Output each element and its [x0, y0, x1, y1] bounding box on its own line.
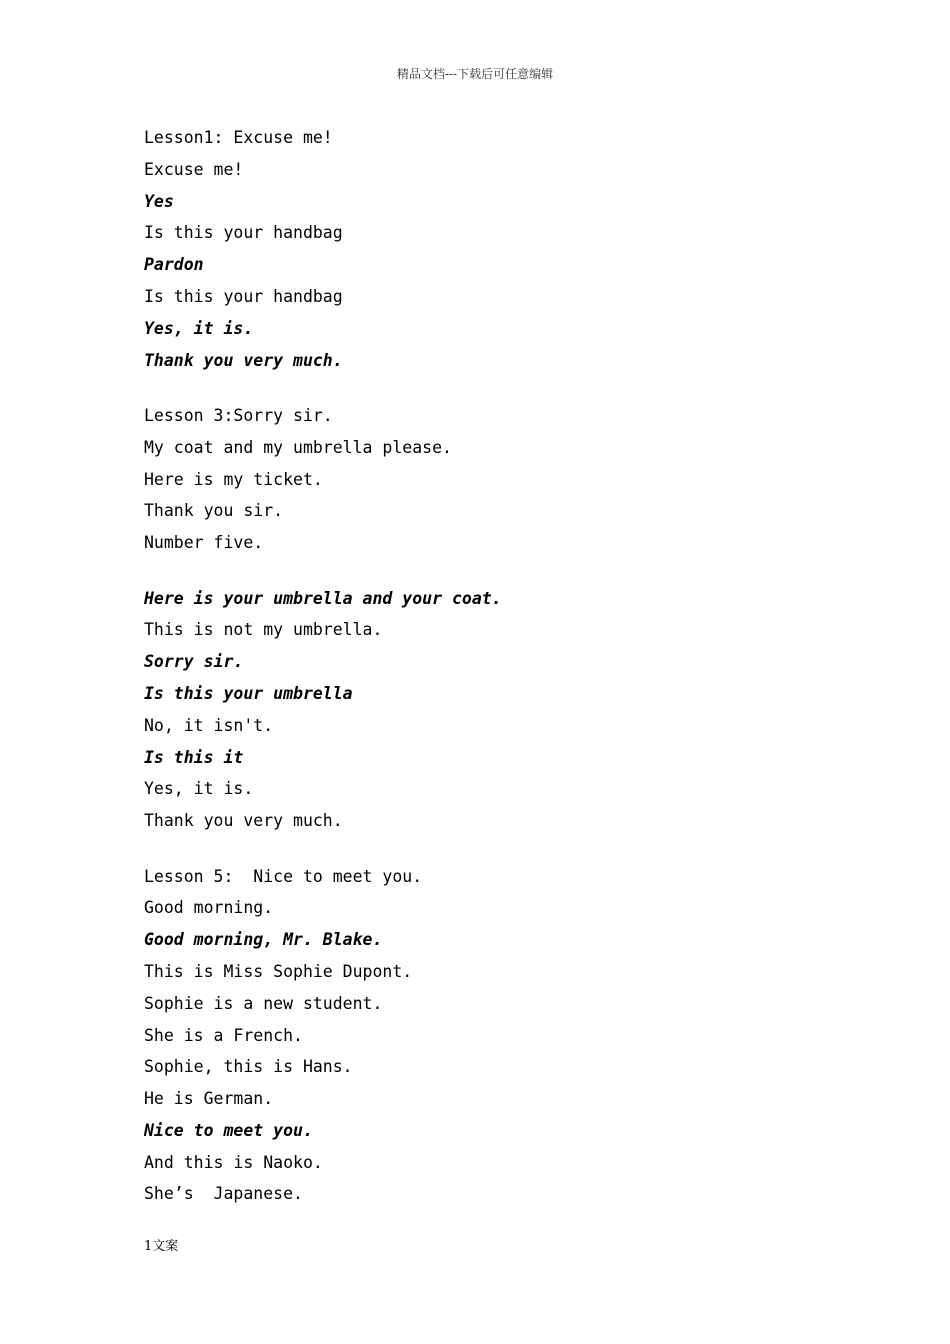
dialogue-line: Yes, it is.	[144, 779, 254, 799]
block-gap	[144, 376, 864, 400]
document-body	[144, 122, 864, 1210]
dialogue-line: Sophie is a new student.	[144, 993, 383, 1013]
dialogue-block	[144, 400, 864, 559]
dialogue-line: And this is Naoko.	[144, 1152, 323, 1172]
dialogue-line: Lesson1: Excuse me!	[144, 128, 333, 147]
block-gap	[144, 559, 864, 583]
dialogue-line: Yes, it is.	[144, 318, 254, 338]
dialogue-line: Excuse me!	[144, 159, 244, 179]
dialogue-line: Here is my ticket.	[144, 469, 323, 489]
dialogue-line: He is German.	[144, 1089, 274, 1109]
page-header: 精品文档---下载后可任意编辑	[396, 67, 554, 81]
dialogue-line: Yes	[144, 191, 174, 211]
dialogue-line: Thank you very much.	[144, 811, 343, 831]
dialogue-line: Lesson 3:Sorry sir.	[144, 405, 333, 425]
dialogue-line: Number five.	[144, 533, 264, 553]
dialogue-line: Here is your umbrella and your coat.	[144, 588, 502, 608]
dialogue-line: Good morning.	[144, 898, 274, 918]
dialogue-line: Is this it	[144, 747, 244, 767]
dialogue-line: This is not my umbrella.	[144, 620, 383, 640]
dialogue-line: Lesson 5: Nice to meet you.	[144, 866, 423, 886]
dialogue-line: Pardon	[144, 255, 204, 275]
page-footer: 1文案	[144, 1239, 179, 1254]
dialogue-line: Thank you sir.	[144, 501, 284, 521]
dialogue-line: Thank you very much.	[144, 350, 343, 370]
dialogue-block	[144, 583, 864, 837]
dialogue-line: She’s Japanese.	[144, 1184, 303, 1204]
dialogue-line: Nice to meet you.	[144, 1120, 313, 1140]
dialogue-line: Sorry sir.	[144, 652, 244, 672]
dialogue-line: My coat and my umbrella please.	[144, 437, 452, 457]
block-gap	[144, 837, 864, 861]
dialogue-line: She is a French.	[144, 1025, 303, 1045]
dialogue-line: This is Miss Sophie Dupont.	[144, 961, 413, 981]
dialogue-line: No, it isn't.	[144, 715, 274, 735]
dialogue-block	[144, 122, 864, 376]
dialogue-line: Is this your umbrella	[144, 683, 353, 703]
dialogue-line: Good morning, Mr. Blake.	[144, 930, 383, 950]
dialogue-line: Sophie, this is Hans.	[144, 1057, 353, 1077]
dialogue-block	[144, 861, 864, 1211]
dialogue-line: Is this your handbag	[144, 223, 343, 243]
dialogue-line: Is this your handbag	[144, 286, 343, 306]
